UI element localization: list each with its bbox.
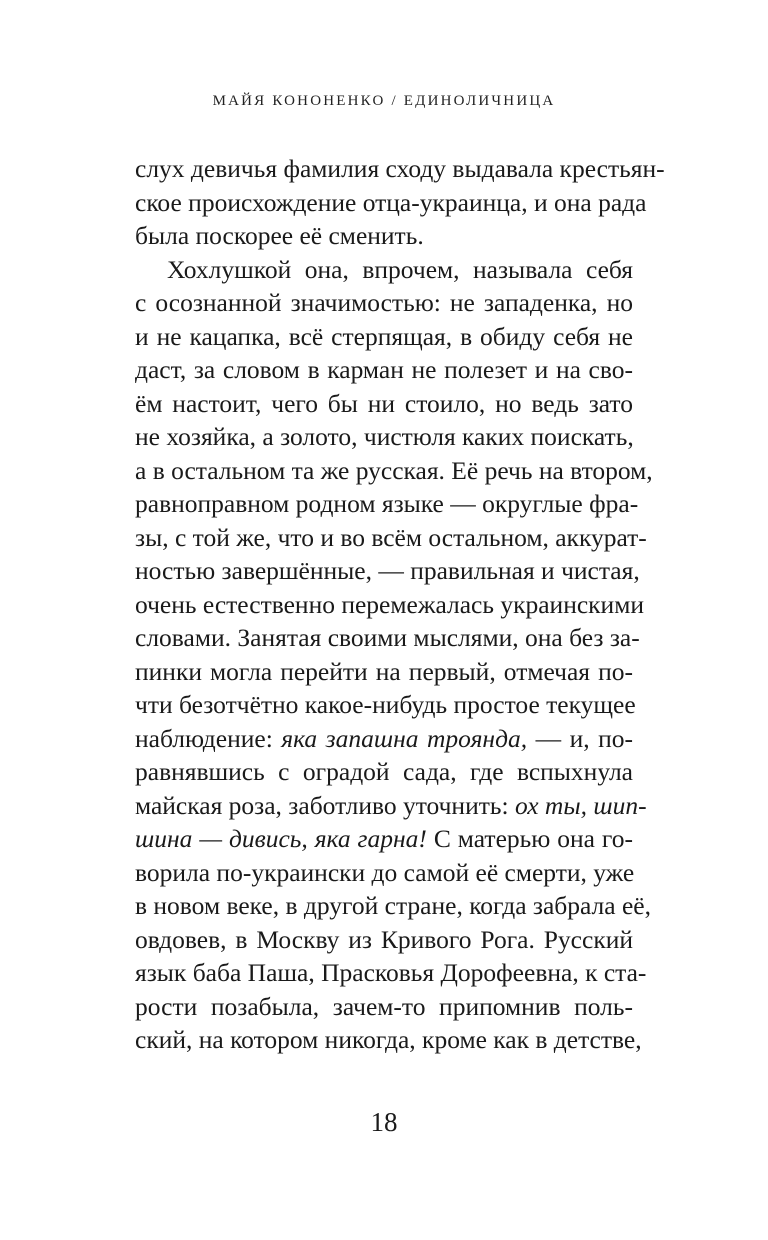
text-line: ворила по-украински до самой её смерти, уже xyxy=(135,857,635,887)
line-segment: С матерью она го- xyxy=(426,824,633,853)
text-line: рости позабыла, зачем-то припомнив поль- xyxy=(135,991,633,1021)
text-line: словами. Занятая своими мыслями, она без за- xyxy=(135,623,640,652)
text-line: в новом веке, в другой стране, когда забрала её, xyxy=(135,891,651,920)
text-line-with-italic xyxy=(135,722,633,756)
text-line: ский, на котором никогда, кроме как в детстве, xyxy=(135,1025,642,1054)
italic-ukrainian-phrase: яка запашна троянда, xyxy=(281,723,528,753)
text-line: не хозяйка, а золото, чистюля каких поискать, xyxy=(135,422,634,451)
text-line-with-italic xyxy=(135,822,633,856)
text-line: овдовев, в Москву из Кривого Рога. Русский xyxy=(135,924,633,954)
text-line: ём настоит, чего бы ни стоило, но ведь зато xyxy=(135,388,633,418)
italic-ukrainian-phrase: шина — дивись, яка гарна! xyxy=(135,824,427,853)
line-segment: майская роза, заботливо уточнить: xyxy=(135,790,515,820)
page-number: 18 xyxy=(370,1107,398,1137)
text-line: пинки могла перейти на первый, отмечая по- xyxy=(135,656,633,686)
line-segment: наблюдение: xyxy=(135,723,282,753)
text-line: ское происхождение отца-украинца, и она рада xyxy=(135,187,647,217)
italic-ukrainian-phrase: ох ты, шип- xyxy=(514,790,647,820)
text-line: зы, с той же, что и во всём остальном, аккурат- xyxy=(135,522,647,552)
text-line: даст, за словом в карман не полезет и на сво- xyxy=(135,355,633,384)
text-line: а в остальном та же русская. Её речь на втором, xyxy=(135,455,653,485)
text-line: равнявшись с оградой сада, где вспыхнула xyxy=(135,757,633,786)
text-line: равноправном родном языке — округлые фра- xyxy=(135,489,639,518)
text-line: была поскорее её сменить. xyxy=(135,221,424,250)
body-text xyxy=(135,152,665,1057)
text-line: и не кацапка, всё стерпящая, в обиду себя не xyxy=(135,321,633,351)
line-segment: — и, по- xyxy=(527,723,633,753)
text-line: очень естественно перемежалась украинскими xyxy=(135,589,644,619)
text-line-with-italic xyxy=(135,789,647,823)
paragraph-start-line: Хохлушкой она, впрочем, называла себя xyxy=(167,254,633,284)
text-line: с осознанной значимостью: не западенка, но xyxy=(135,288,633,317)
running-head: МАЙЯ КОНОНЕНКО / ЕДИНОЛИЧНИЦА xyxy=(212,93,556,109)
text-line: слух девичья фамилия сходу выдавала крестьян- xyxy=(135,154,665,183)
text-line: язык баба Паша, Прасковья Дорофеевна, к ста- xyxy=(135,958,647,987)
text-line: чти безотчётно какое-нибудь простое текущее xyxy=(135,690,636,719)
text-line: ностью завершённые, — правильная и чистая, xyxy=(135,556,640,585)
